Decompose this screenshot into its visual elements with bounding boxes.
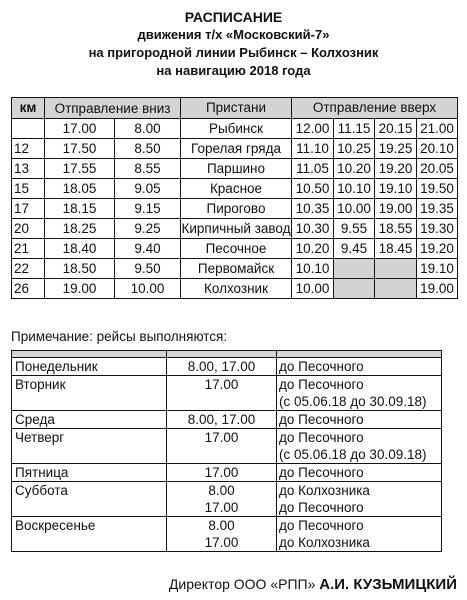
departure-up-2-cell: 10.25 (334, 139, 375, 159)
departure-up-3-cell: 19.10 (375, 179, 417, 199)
departure-down-morning-cell: 9.25 (115, 219, 181, 239)
pier-name-cell: Колхозник (181, 279, 292, 299)
pier-name-cell: Первомайск (181, 259, 292, 279)
departure-up-2-cell: 10.10 (334, 179, 375, 199)
departure-up-1-cell: 11.05 (292, 159, 334, 179)
km-cell: 21 (12, 239, 45, 259)
departure-down-evening-cell: 18.15 (45, 199, 115, 219)
operating-days-body (12, 351, 442, 552)
destination-line: до Песочного (279, 465, 364, 480)
header-cell (277, 351, 442, 358)
departure-up-3-cell: 19.25 (375, 139, 417, 159)
destination-line: до Песочного (279, 518, 364, 533)
header-km: км (12, 98, 45, 119)
departure-time: 8.00, 17.00 (187, 412, 256, 427)
destination-line: до Песочного (279, 377, 364, 392)
departure-down-evening-cell: 17.50 (45, 139, 115, 159)
operating-day-row (12, 482, 442, 517)
km-cell: 17 (12, 199, 45, 219)
departure-time: 8.00, 17.00 (187, 359, 256, 374)
operating-day-row (12, 429, 442, 464)
signatory-role: Директор ООО «РПП» (168, 576, 316, 592)
departure-down-morning-cell: 8.55 (115, 159, 181, 179)
pier-name-cell: Красное (181, 179, 292, 199)
departure-up-1-cell: 12.00 (292, 119, 334, 139)
departure-up-1-cell: 10.00 (292, 279, 334, 299)
departure-up-2-cell: 9.45 (334, 239, 375, 259)
schedule-table (11, 97, 458, 299)
departure-time: 17.00 (204, 377, 239, 392)
weekday-cell: Четверг (12, 429, 167, 464)
departure-time: 17.00 (204, 430, 239, 445)
destination-line: до Колхозника (279, 483, 370, 498)
note-title: Примечание: рейсы выполняются: (11, 329, 228, 344)
departure-down-morning-cell: 9.15 (115, 199, 181, 219)
header-cell (167, 351, 277, 358)
departure-up-1-cell: 10.30 (292, 219, 334, 239)
operating-day-row (12, 464, 442, 482)
operating-days-table (11, 350, 442, 552)
km-cell: 15 (12, 179, 45, 199)
pier-name-cell: Пирогово (181, 199, 292, 219)
header-piers: Пристани (181, 98, 292, 119)
header-cell (12, 351, 167, 358)
schedule-row (12, 259, 458, 279)
departure-times-cell (167, 376, 277, 411)
weekday-cell: Среда (12, 411, 167, 429)
departure-down-morning-cell: 9.40 (115, 239, 181, 259)
departure-down-evening-cell: 18.25 (45, 219, 115, 239)
schedule-row (12, 119, 458, 139)
departure-up-1-cell: 11.10 (292, 139, 334, 159)
operating-day-row (12, 411, 442, 429)
subtitle-route: на пригородной линии Рыбинск – Колхозник (88, 45, 379, 60)
destination-cell (277, 411, 442, 429)
pier-name-cell: Песочное (181, 239, 292, 259)
document-header (0, 8, 467, 80)
departure-up-3-cell: 19.00 (375, 199, 417, 219)
departure-times-cell (167, 429, 277, 464)
departure-up-4-cell: 19.10 (417, 259, 458, 279)
departure-up-3-cell: 18.45 (375, 239, 417, 259)
departure-up-3-cell: 19.20 (375, 159, 417, 179)
departure-up-2-cell (334, 259, 375, 279)
title: РАСПИСАНИЕ (184, 9, 283, 25)
departure-times-cell (167, 482, 277, 517)
destination-cell (277, 376, 442, 411)
schedule-row (12, 239, 458, 259)
signatory-name: А.И. КУЗЬМИЦКИЙ (319, 576, 457, 593)
km-cell: 20 (12, 219, 45, 239)
departure-times-cell (167, 358, 277, 376)
departure-up-4-cell: 19.50 (417, 179, 458, 199)
destination-line: до Песочного (279, 500, 364, 515)
departure-down-morning-cell: 10.00 (115, 279, 181, 299)
departure-times-cell (167, 411, 277, 429)
schedule-row (12, 139, 458, 159)
destination-line: до Песочного (279, 359, 364, 374)
header-departure-down: Отправление вниз (45, 98, 181, 119)
departure-up-4-cell: 19.20 (417, 239, 458, 259)
pier-name-cell: Кирпичный завод (181, 219, 292, 239)
km-cell: 26 (12, 279, 45, 299)
destination-line: (с 05.06.18 до 30.09.18) (279, 447, 427, 462)
departure-up-3-cell (375, 259, 417, 279)
schedule-row (12, 279, 458, 299)
schedule-row (12, 199, 458, 219)
weekday-cell: Суббота (12, 482, 167, 517)
departure-up-4-cell: 21.00 (417, 119, 458, 139)
departure-up-2-cell: 10.20 (334, 159, 375, 179)
departure-up-4-cell: 20.05 (417, 159, 458, 179)
departure-up-1-cell: 10.50 (292, 179, 334, 199)
pier-name-cell: Паршино (181, 159, 292, 179)
operating-day-row (12, 376, 442, 411)
weekday-cell: Понедельник (12, 358, 167, 376)
operating-days-header-row (12, 351, 442, 358)
header-departure-up: Отправление вверх (292, 98, 458, 119)
departure-time: 17.00 (204, 465, 239, 480)
departure-up-4-cell: 19.00 (417, 279, 458, 299)
destination-cell (277, 429, 442, 464)
signature-line (169, 576, 457, 593)
destination-cell (277, 464, 442, 482)
departure-down-evening-cell: 17.00 (45, 119, 115, 139)
departure-up-1-cell: 10.10 (292, 259, 334, 279)
destination-line: до Песочного (279, 412, 364, 427)
schedule-row (12, 159, 458, 179)
km-cell: 22 (12, 259, 45, 279)
destination-line: до Песочного (279, 430, 364, 445)
departure-up-2-cell: 11.15 (334, 119, 375, 139)
weekday-cell: Пятница (12, 464, 167, 482)
departure-down-evening-cell: 18.40 (45, 239, 115, 259)
departure-down-morning-cell: 9.05 (115, 179, 181, 199)
destination-line: до Колхозника (279, 535, 370, 550)
departure-up-3-cell (375, 279, 417, 299)
departure-time: 17.00 (204, 500, 239, 515)
schedule-row (12, 179, 458, 199)
departure-times-cell (167, 517, 277, 552)
departure-down-evening-cell: 19.00 (45, 279, 115, 299)
weekday-cell: Вторник (12, 376, 167, 411)
pier-name-cell: Горелая гряда (181, 139, 292, 159)
departure-up-4-cell: 19.35 (417, 199, 458, 219)
departure-down-evening-cell: 18.05 (45, 179, 115, 199)
departure-up-1-cell: 10.35 (292, 199, 334, 219)
destination-cell (277, 358, 442, 376)
operating-day-row (12, 517, 442, 552)
km-cell: 12 (12, 139, 45, 159)
schedule-row (12, 219, 458, 239)
departure-up-2-cell: 10.00 (334, 199, 375, 219)
departure-down-morning-cell: 8.50 (115, 139, 181, 159)
departure-down-morning-cell: 9.50 (115, 259, 181, 279)
subtitle-vessel: движения т/х «Московский-7» (137, 27, 330, 42)
destination-line: (с 05.06.18 до 30.09.18) (279, 394, 427, 409)
departure-up-2-cell: 9.55 (334, 219, 375, 239)
departure-time: 8.00 (208, 483, 235, 498)
km-cell: 13 (12, 159, 45, 179)
departure-up-4-cell: 19.30 (417, 219, 458, 239)
departure-up-1-cell: 10.20 (292, 239, 334, 259)
departure-down-evening-cell: 18.50 (45, 259, 115, 279)
departure-time: 17.00 (204, 535, 239, 550)
departure-up-4-cell: 20.10 (417, 139, 458, 159)
departure-time: 8.00 (208, 518, 235, 533)
schedule-body (12, 119, 458, 299)
departure-down-morning-cell: 8.00 (115, 119, 181, 139)
departure-up-3-cell: 18.55 (375, 219, 417, 239)
km-cell (12, 119, 45, 139)
departure-up-2-cell (334, 279, 375, 299)
pier-name-cell: Рыбинск (181, 119, 292, 139)
destination-cell (277, 482, 442, 517)
departure-up-3-cell: 20.15 (375, 119, 417, 139)
destination-cell (277, 517, 442, 552)
weekday-cell: Воскресенье (12, 517, 167, 552)
operating-day-row (12, 358, 442, 376)
departure-times-cell (167, 464, 277, 482)
subtitle-season: на навигацию 2018 года (156, 63, 311, 78)
departure-down-evening-cell: 17.55 (45, 159, 115, 179)
